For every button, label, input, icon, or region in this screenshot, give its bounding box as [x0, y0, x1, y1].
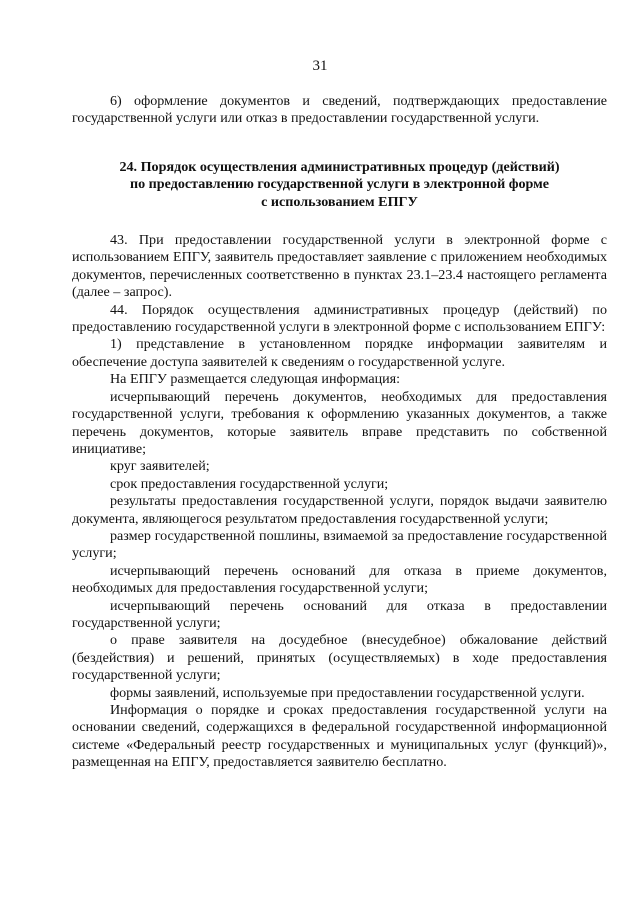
page-number: 31	[312, 58, 328, 74]
list-item-refusal-acceptance: исчерпывающий перечень оснований для отказа в приеме документов, необходимых для предоставления государственной услуги;	[72, 562, 607, 597]
paragraph-43: 43. При предоставлении государственной услуги в электронной форме с использованием ЕПГУ, заявитель предоставляет заявление с приложением необходимых документов, перечисленных соответственно в пунктах 23.1–23.4 настоящего регламента (далее – запрос).	[72, 232, 607, 301]
section-heading-line-2: по предоставлению государственной услуги в электронной форме	[129, 176, 550, 193]
section-heading-line-3: с использованием ЕПГУ	[261, 193, 418, 210]
list-item-results: результаты предоставления государственной услуги, порядок выдачи заявителю документа, являющегося результатом предоставления государственной услуги;	[72, 493, 607, 527]
list-item-appeal: о праве заявителя на досудебное (внесудебное) обжалование действий (бездействия) и решений, принятых (осуществляемых) в ходе предоставления государственной услуги;	[72, 632, 607, 684]
list-item-forms: формы заявлений, используемые при предоставлении государственной услуги.	[110, 684, 585, 701]
list-item-documents: исчерпывающий перечень документов, необходимых для предоставления государственной услуги, требования к оформлению указанных документов, а также перечень документов, которые заявитель вправе представить по собственной инициативе;	[72, 388, 607, 457]
list-item-fee: размер государственной пошлины, взимаемой за предоставление государственной услуги;	[72, 527, 607, 562]
list-item-term: срок предоставления государственной услуги;	[110, 475, 389, 492]
paragraph-44: 44. Порядок осуществления административных процедур (действий) по предоставлению государственной услуги в электронной форме с использованием ЕПГУ:	[72, 301, 607, 336]
paragraph-free-info: Информация о порядке и сроках предоставления государственной услуги на основании сведений, содержащихся в федеральной государственной информационной системе «Федеральный реестр государственных и муниципальных услуг (функций)», размещенная на ЕПГУ, предоставляется заявителю бесплатно.	[72, 702, 607, 771]
paragraph-epgu-info: На ЕПГУ размещается следующая информация:	[110, 371, 401, 388]
document-body	[72, 93, 607, 772]
section-heading	[72, 159, 607, 211]
intro-paragraph: 6) оформление документов и сведений, подтверждающих предоставление государственной услуги или отказ в предоставлении государственной услуги.	[72, 93, 607, 127]
list-item-refusal-provision: исчерпывающий перечень оснований для отказа в предоставлении государственной услуги;	[72, 597, 607, 631]
section-heading-line-1: 24. Порядок осуществления административных процедур (действий)	[119, 158, 560, 175]
paragraph-item-1: 1) представление в установленном порядке информации заявителям и обеспечение доступа заявителей к сведениям о государственной услуге.	[72, 336, 607, 370]
list-item-applicants: круг заявителей;	[110, 458, 210, 475]
